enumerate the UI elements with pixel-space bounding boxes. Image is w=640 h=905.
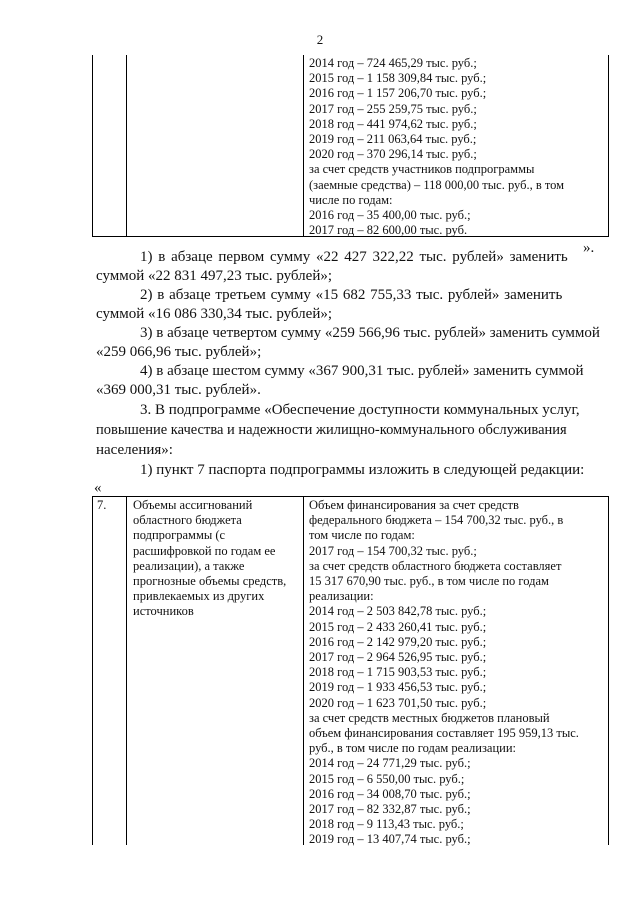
financing-table-continuation xyxy=(92,55,609,237)
table2-right-line: 2018 год – 1 715 903,53 тыс. руб.; xyxy=(309,665,487,680)
table2-left-line: расшифровкой по годам ее xyxy=(133,543,276,558)
table1-line: 2014 год – 724 465,29 тыс. руб.; xyxy=(309,56,477,70)
table2-right-line: 2019 год – 1 933 456,53 тыс. руб.; xyxy=(309,680,487,695)
paragraph-section-3-cont: повышение качества и надежности жилищно-коммунального обслуживания xyxy=(96,422,567,438)
table1-line: числе по годам: xyxy=(309,192,393,207)
table2-right-line: 15 317 670,90 тыс. руб., в том числе по годам xyxy=(309,574,549,589)
open-quote: « xyxy=(94,480,102,496)
table2-right-line: 2014 год – 24 771,29 тыс. руб.; xyxy=(309,756,471,771)
table1-line: (заемные средства) – 118 000,00 тыс. руб., в том xyxy=(309,177,565,192)
table2-right-line: за счет средств местных бюджетов плановый xyxy=(309,710,550,725)
table1-line: 2018 год – 441 974,62 тыс. руб.; xyxy=(309,116,477,131)
table2-right-line: 2016 год – 2 142 979,20 тыс. руб.; xyxy=(309,634,487,649)
table2-left-line: областного бюджета xyxy=(133,513,242,528)
table2-left-cell xyxy=(133,498,286,620)
table1-right-cell xyxy=(309,56,564,238)
table1-line: 2015 год – 1 158 309,84 тыс. руб.; xyxy=(309,71,487,86)
paragraph-item-1: 1) в абзаце первом сумму «22 427 322,22 тыс. рублей» заменить xyxy=(140,249,568,265)
page-number: 2 xyxy=(316,32,324,47)
table2-left-line: реализации), а также xyxy=(133,558,245,573)
paragraph-item-1-cont: суммой «22 831 497,23 тыс. рублей»; xyxy=(96,268,333,284)
table1-line: 2016 год – 35 400,00 тыс. руб.; xyxy=(309,208,471,223)
table2-right-line: 2017 год – 2 964 526,95 тыс. руб.; xyxy=(309,650,487,665)
paragraph-section-3: 3. В подпрограмме «Обеспечение доступности коммунальных услуг, xyxy=(140,402,580,418)
table1-line: 2020 год – 370 296,14 тыс. руб.; xyxy=(309,147,477,162)
table1-line: 2016 год – 1 157 206,70 тыс. руб.; xyxy=(309,86,487,101)
table2-right-line: руб., в том числе по годам реализации: xyxy=(309,741,516,756)
table2-left-line: привлекаемых из других xyxy=(133,589,265,604)
table2-right-line: 2018 год – 9 113,43 тыс. руб.; xyxy=(309,817,464,832)
table2-right-line: том числе по годам: xyxy=(309,528,415,543)
paragraph-item-3: 3) в абзаце четвертом сумму «259 566,96 тыс. рублей» заменить суммой xyxy=(140,325,600,341)
table2-right-line: 2014 год – 2 503 842,78 тыс. руб.; xyxy=(309,604,487,619)
paragraph-point-7: 1) пункт 7 паспорта подпрограммы изложить в следующей редакции: xyxy=(140,462,585,478)
table2-right-line: 2019 год – 13 407,74 тыс. руб.; xyxy=(309,832,471,847)
subprogram-passport-table xyxy=(92,496,609,845)
table2-right-line: федерального бюджета – 154 700,32 тыс. руб., в xyxy=(309,513,564,528)
table2-right-line: Объем финансирования за счет средств xyxy=(309,498,519,512)
table2-right-line: реализации: xyxy=(309,589,374,604)
table2-right-line: объем финансирования составляет 195 959,13 тыс. xyxy=(309,726,579,741)
table2-right-line: 2015 год – 2 433 260,41 тыс. руб.; xyxy=(309,619,487,634)
table2-number: 7. xyxy=(97,498,107,512)
table2-left-line: прогнозные объемы средств, xyxy=(133,574,287,589)
closing-quote: ». xyxy=(583,240,595,256)
paragraph-item-2-cont: суммой «16 086 330,34 тыс. рублей»; xyxy=(96,306,333,322)
paragraph-section-3-end: населения»: xyxy=(96,442,173,458)
paragraph-item-3-cont: «259 066,96 тыс. рублей»; xyxy=(96,344,262,360)
paragraph-item-4: 4) в абзаце шестом сумму «367 900,31 тыс. рублей» заменить суммой xyxy=(140,363,584,379)
table2-right-cell xyxy=(309,498,579,848)
table1-line: 2019 год – 211 063,64 тыс. руб.; xyxy=(309,132,477,147)
paragraph-item-4-cont: «369 000,31 тыс. рублей». xyxy=(96,382,261,398)
table2-right-line: за счет средств областного бюджета составляет xyxy=(309,558,562,573)
table1-line: 2017 год – 255 259,75 тыс. руб.; xyxy=(309,101,477,116)
table1-line: 2017 год – 82 600,00 тыс. руб. xyxy=(309,223,468,238)
table2-left-line: Объемы ассигнований xyxy=(133,498,253,512)
table2-right-line: 2015 год – 6 550,00 тыс. руб.; xyxy=(309,771,465,786)
table2-right-line: 2017 год – 82 332,87 тыс. руб.; xyxy=(309,802,471,817)
table2-right-line: 2017 год – 154 700,32 тыс. руб.; xyxy=(309,543,477,558)
paragraph-item-2: 2) в абзаце третьем сумму «15 682 755,33 тыс. рублей» заменить xyxy=(140,287,563,303)
table2-right-line: 2016 год – 34 008,70 тыс. руб.; xyxy=(309,786,471,801)
table2-left-line: источников xyxy=(133,604,194,619)
table2-right-line: 2020 год – 1 623 701,50 тыс. руб.; xyxy=(309,695,487,710)
table2-left-line: подпрограммы (с xyxy=(133,528,226,543)
table1-line: за счет средств участников подпрограммы xyxy=(309,162,535,177)
